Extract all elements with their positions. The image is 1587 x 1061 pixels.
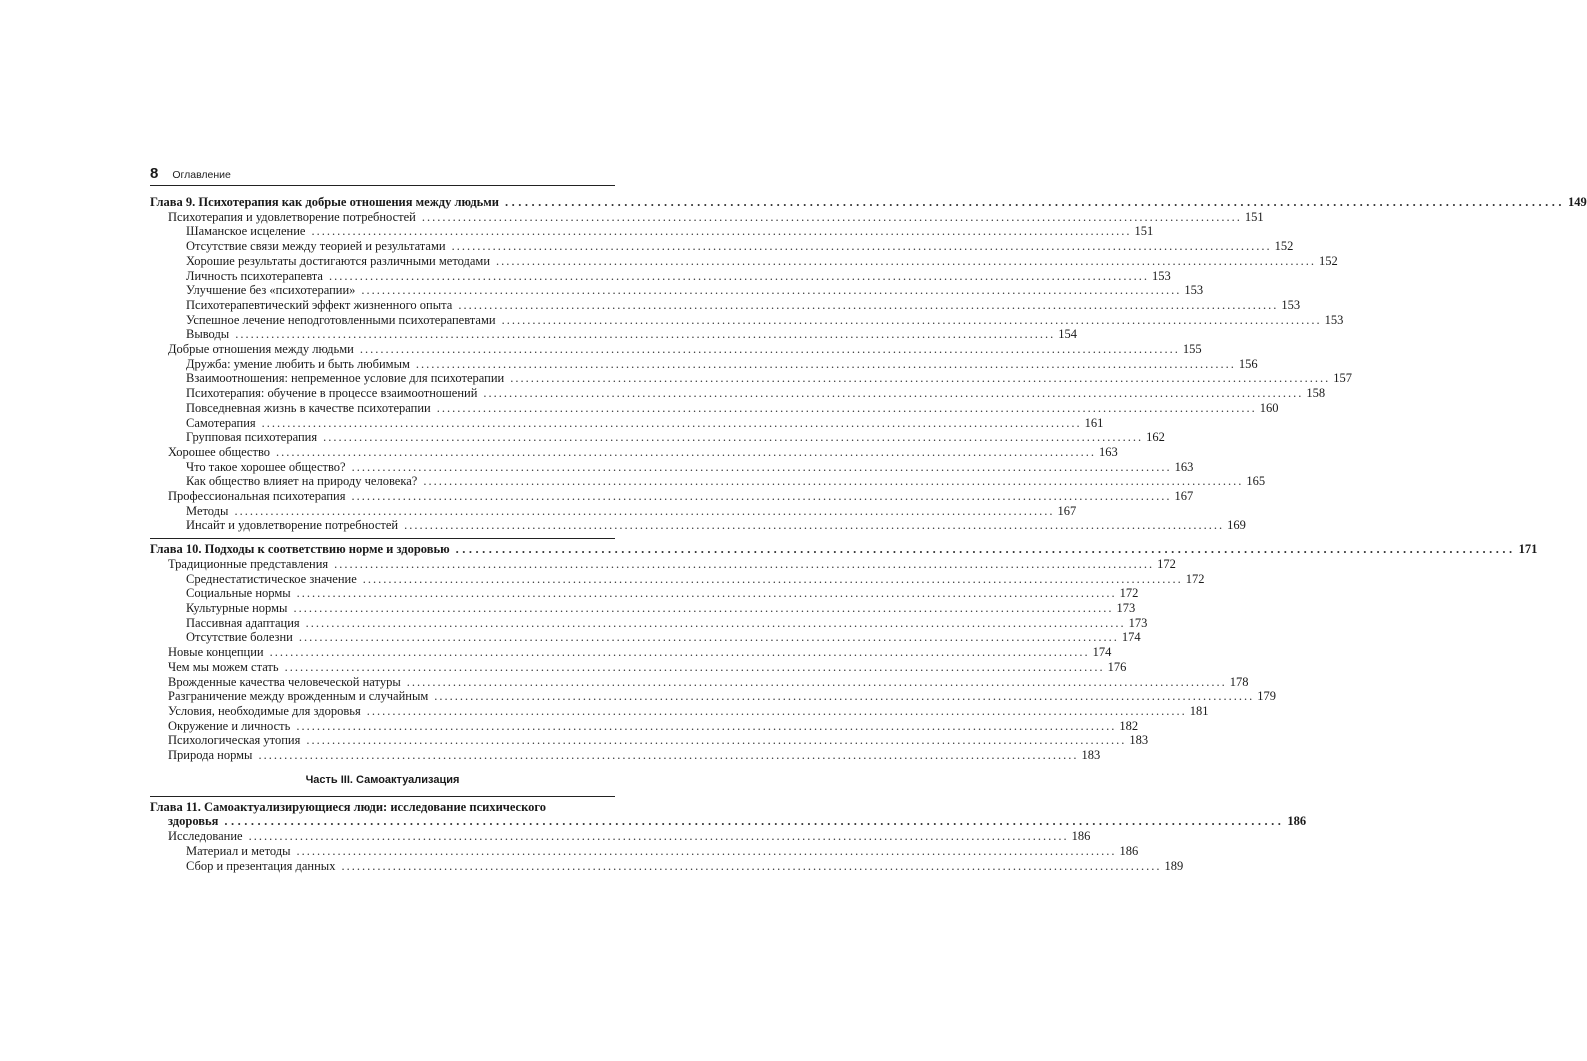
- entry-title: Отсутствие болезни: [186, 630, 293, 645]
- entry-title: Хорошие результаты достигаются различными методами: [186, 253, 491, 268]
- chapter-10: [150, 538, 1538, 763]
- page-ref: 153: [1184, 283, 1204, 298]
- dot-leader: ................................................................................................................................................................: [234, 503, 1055, 518]
- page-ref: 183: [1081, 748, 1101, 763]
- entry-title: Групповая психотерапия: [186, 430, 318, 445]
- dot-leader: ................................................................................................................................................................: [423, 474, 1244, 489]
- page-ref: 173: [1128, 615, 1148, 630]
- page-ref: 163: [1099, 444, 1118, 459]
- toc-entry[interactable]: [150, 239, 1294, 254]
- entry-title: Отсутствие связи между теорией и результатами: [186, 239, 446, 254]
- toc-entry[interactable]: [150, 489, 1194, 504]
- toc-entry[interactable]: [150, 474, 1266, 489]
- entry-title: Выводы: [186, 327, 230, 342]
- dot-leader: ................................................................................................................................................................: [504, 195, 1565, 209]
- chapter-title-text: Глава 9. Психотерапия как добрые отношения между людьми: [150, 195, 499, 209]
- chapter-title-text: Глава 10. Подходы к соответствию норме и здоровью: [150, 542, 450, 557]
- toc-entry[interactable]: [150, 703, 1209, 719]
- entry-title: Окружение и личность: [168, 718, 291, 733]
- entry-title: Добрые отношения между людьми: [168, 342, 354, 357]
- toc-entry[interactable]: [150, 630, 1141, 645]
- page-ref: 167: [1174, 489, 1194, 504]
- page-ref: 151: [1244, 209, 1264, 224]
- dot-leader: ................................................................................................................................................................: [359, 342, 1180, 357]
- table-of-contents: [150, 195, 1587, 873]
- dot-leader: ................................................................................................................................................................: [361, 283, 1182, 298]
- dot-leader: ................................................................................................................................................................: [451, 239, 1272, 254]
- page-ref: 165: [1246, 474, 1266, 489]
- toc-entry[interactable]: [150, 615, 1148, 631]
- page-ref: 163: [1174, 459, 1194, 474]
- toc-entry[interactable]: [150, 371, 1352, 386]
- toc-entry[interactable]: [150, 556, 1176, 572]
- toc-entry[interactable]: [150, 829, 1091, 844]
- page-ref: 154: [1058, 327, 1077, 342]
- page-ref: 160: [1259, 400, 1279, 415]
- chapter-11: [150, 796, 1307, 874]
- entry-title: Методы: [186, 503, 229, 518]
- dot-leader: ................................................................................................................................................................: [366, 703, 1187, 718]
- page-ref: 172: [1185, 571, 1205, 586]
- page-ref: 167: [1057, 503, 1077, 518]
- dot-leader: ................................................................................................................................................................: [483, 386, 1304, 401]
- entry-title: Улучшение без «психотерапии»: [186, 283, 356, 298]
- page-ref: 172: [1157, 556, 1176, 571]
- entry-title: Хорошее общество: [168, 444, 271, 459]
- entry-title: Дружба: умение любить и быть любимым: [186, 356, 410, 371]
- dot-leader: ................................................................................................................................................................: [455, 542, 1516, 557]
- page-ref: 157: [1333, 371, 1352, 386]
- entry-title: Как общество влияет на природу человека?: [186, 474, 418, 489]
- entry-title: Чем мы можем стать: [168, 659, 279, 674]
- toc-page: [150, 164, 1587, 873]
- page-ref: 161: [1084, 415, 1104, 430]
- toc-entry[interactable]: [150, 600, 1136, 616]
- page-ref: 178: [1229, 674, 1249, 689]
- entry-title: Природа нормы: [168, 748, 253, 763]
- entry-title: Сбор и презентация данных: [186, 858, 336, 873]
- page-ref: 186: [1071, 829, 1091, 844]
- toc-entry[interactable]: [150, 312, 1344, 328]
- entry-title: Среднестатистическое значение: [186, 571, 357, 586]
- toc-entry[interactable]: [150, 209, 1264, 225]
- dot-leader: ................................................................................................................................................................: [510, 371, 1331, 386]
- toc-entry[interactable]: [150, 645, 1112, 660]
- dot-leader: ................................................................................................................................................................: [298, 630, 1119, 645]
- dot-leader: ................................................................................................................................................................: [341, 858, 1162, 873]
- dot-leader: ................................................................................................................................................................: [284, 659, 1105, 674]
- toc-entry[interactable]: [150, 444, 1118, 460]
- chapter-title-text: здоровья: [168, 814, 219, 829]
- toc-entry[interactable]: [150, 459, 1194, 475]
- toc-entry[interactable]: [150, 586, 1139, 601]
- dot-leader: ................................................................................................................................................................: [436, 400, 1257, 415]
- toc-entry[interactable]: [150, 659, 1127, 675]
- entry-title: Шаманское исцеление: [186, 224, 306, 239]
- entry-title: Условия, необходимые для здоровья: [168, 703, 361, 718]
- page-ref: 162: [1146, 430, 1165, 445]
- page-number: 8: [150, 165, 159, 182]
- entry-title: Психотерапия и удовлетворение потребностей: [168, 209, 416, 224]
- chapter-10-title[interactable]: [150, 542, 1538, 557]
- entry-title: Социальные нормы: [186, 586, 291, 601]
- dot-leader: ................................................................................................................................................................: [235, 327, 1056, 342]
- dot-leader: ................................................................................................................................................................: [224, 814, 1285, 829]
- entry-title: Культурные нормы: [186, 600, 288, 615]
- toc-entry[interactable]: [150, 415, 1104, 431]
- toc-entry[interactable]: [150, 268, 1171, 284]
- toc-entry[interactable]: [150, 386, 1326, 401]
- dot-leader: ................................................................................................................................................................: [296, 843, 1117, 858]
- dot-leader: ................................................................................................................................................................: [351, 489, 1172, 504]
- page-ref: 174: [1121, 630, 1141, 645]
- page-ref: 153: [1324, 312, 1344, 327]
- entry-title: Личность психотерапевта: [186, 268, 323, 283]
- dot-leader: ................................................................................................................................................................: [276, 444, 1097, 459]
- page-ref: 189: [1164, 858, 1184, 873]
- toc-entry[interactable]: [150, 327, 1077, 342]
- toc-entry[interactable]: [150, 718, 1139, 734]
- toc-entry[interactable]: [150, 297, 1301, 313]
- dot-leader: ................................................................................................................................................................: [323, 430, 1144, 445]
- page-ref: 149: [1567, 195, 1587, 209]
- dot-leader: ................................................................................................................................................................: [311, 224, 1132, 239]
- dot-leader: ................................................................................................................................................................: [421, 209, 1242, 224]
- toc-entry[interactable]: [150, 674, 1249, 690]
- entry-title: Пассивная адаптация: [186, 615, 300, 630]
- dot-leader: ................................................................................................................................................................: [496, 253, 1317, 268]
- dot-leader: ................................................................................................................................................................: [248, 829, 1069, 844]
- dot-leader: ................................................................................................................................................................: [415, 356, 1236, 371]
- toc-entry[interactable]: [150, 748, 1101, 763]
- page-ref: 181: [1189, 703, 1209, 718]
- toc-entry[interactable]: [150, 224, 1154, 239]
- page-ref: 182: [1119, 718, 1139, 733]
- dot-leader: ................................................................................................................................................................: [406, 674, 1227, 689]
- part-heading: Часть III. Самоактуализация: [305, 773, 460, 786]
- entry-title: Что такое хорошее общество?: [186, 459, 346, 474]
- entry-title: Взаимоотношения: непременное условие для психотерапии: [186, 371, 505, 386]
- dot-leader: ................................................................................................................................................................: [293, 600, 1114, 615]
- page-ref: 186: [1287, 814, 1307, 829]
- entry-title: Традиционные представления: [168, 556, 329, 571]
- page-ref: 183: [1129, 733, 1149, 748]
- chapter-11-title-line2[interactable]: [150, 814, 1307, 829]
- entry-title: Разграничение между врожденным и случайным: [168, 689, 429, 704]
- dot-leader: ................................................................................................................................................................: [334, 556, 1155, 571]
- toc-entry[interactable]: [150, 843, 1139, 859]
- toc-entry[interactable]: [150, 430, 1165, 445]
- dot-leader: ................................................................................................................................................................: [261, 415, 1082, 430]
- dot-leader: ................................................................................................................................................................: [434, 689, 1255, 704]
- entry-title: Инсайт и удовлетворение потребностей: [186, 518, 399, 533]
- entry-title: Материал и методы: [186, 843, 291, 858]
- chapter-9: [150, 195, 1587, 533]
- dot-leader: ................................................................................................................................................................: [258, 748, 1079, 763]
- page-ref: 186: [1119, 843, 1139, 858]
- entry-title: Профессиональная психотерапия: [168, 489, 346, 504]
- entry-title: Новые концепции: [168, 645, 264, 660]
- dot-leader: ................................................................................................................................................................: [404, 518, 1225, 533]
- page-ref: 179: [1257, 689, 1277, 704]
- toc-entry[interactable]: [150, 858, 1184, 874]
- toc-entry[interactable]: [150, 571, 1205, 587]
- page-ref: 153: [1151, 268, 1171, 283]
- chapter-11-title-line1[interactable]: Глава 11. Самоактуализирующиеся люди: исследование психического: [150, 799, 546, 814]
- toc-entry[interactable]: [150, 356, 1258, 372]
- dot-leader: ................................................................................................................................................................: [296, 718, 1117, 733]
- dot-leader: ................................................................................................................................................................: [362, 571, 1183, 586]
- dot-leader: ................................................................................................................................................................: [269, 645, 1090, 660]
- toc-entry[interactable]: [150, 342, 1202, 357]
- page-ref: 174: [1092, 645, 1112, 660]
- chapter-9-title[interactable]: [150, 195, 1587, 210]
- toc-entry[interactable]: [150, 518, 1246, 533]
- page-ref: 171: [1518, 542, 1538, 557]
- page-ref: 169: [1227, 518, 1246, 533]
- running-header-title: Оглавление: [172, 169, 231, 181]
- entry-title: Психологическая утопия: [168, 733, 301, 748]
- dot-leader: ................................................................................................................................................................: [351, 459, 1172, 474]
- dot-leader: ................................................................................................................................................................: [306, 733, 1127, 748]
- toc-entry[interactable]: [150, 503, 1077, 519]
- toc-entry[interactable]: [150, 253, 1338, 269]
- entry-title: Успешное лечение неподготовленными психотерапевтами: [186, 312, 496, 327]
- dot-leader: ................................................................................................................................................................: [305, 615, 1126, 630]
- entry-title: Повседневная жизнь в качестве психотерапии: [186, 400, 431, 415]
- running-header: [150, 164, 615, 186]
- entry-title: Самотерапия: [186, 415, 256, 430]
- page-ref: 153: [1281, 297, 1301, 312]
- page-ref: 152: [1319, 253, 1338, 268]
- toc-entry[interactable]: [150, 689, 1277, 704]
- toc-entry[interactable]: [150, 400, 1279, 416]
- page-ref: 172: [1119, 586, 1139, 601]
- page-ref: 156: [1238, 356, 1258, 371]
- entry-title: Психотерапевтический эффект жизненного опыта: [186, 297, 453, 312]
- page-ref: 158: [1306, 386, 1326, 401]
- page-ref: 173: [1116, 600, 1136, 615]
- entry-title: Врожденные качества человеческой натуры: [168, 674, 401, 689]
- toc-entry[interactable]: [150, 283, 1204, 298]
- page-ref: 176: [1107, 659, 1127, 674]
- page-ref: 155: [1182, 342, 1202, 357]
- dot-leader: ................................................................................................................................................................: [458, 297, 1279, 312]
- page-ref: 152: [1274, 239, 1294, 254]
- entry-title: Исследование: [168, 829, 243, 844]
- page-ref: 151: [1134, 224, 1154, 239]
- dot-leader: ................................................................................................................................................................: [328, 268, 1149, 283]
- toc-entry[interactable]: [150, 733, 1149, 748]
- dot-leader: ................................................................................................................................................................: [296, 586, 1117, 601]
- entry-title: Психотерапия: обучение в процессе взаимоотношений: [186, 386, 478, 401]
- dot-leader: ................................................................................................................................................................: [501, 312, 1322, 327]
